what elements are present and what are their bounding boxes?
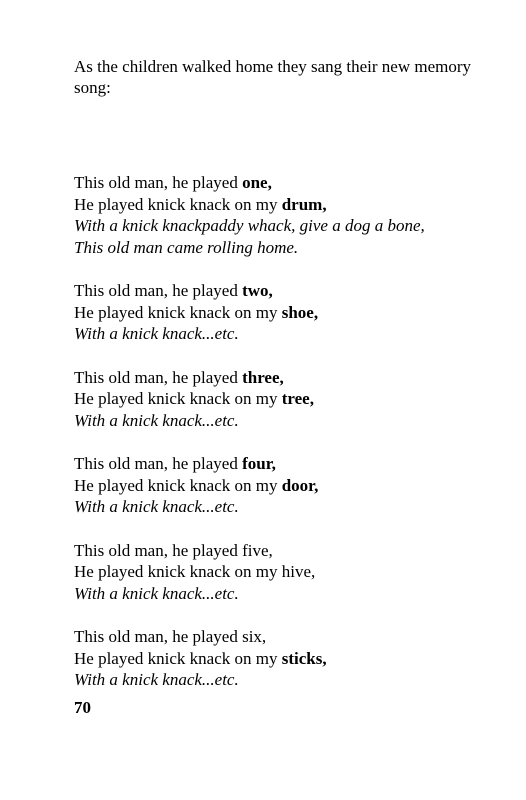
verse-bold-word: drum,: [281, 194, 327, 214]
verse-bold-word: tree,: [281, 389, 314, 408]
verse-refrain: With a knick knack...etc.: [74, 324, 239, 343]
intro-block: [74, 56, 494, 98]
verse-text: This old man, he played five,: [74, 540, 273, 560]
verse-text: This old man, he played: [74, 281, 243, 300]
verse-1: [74, 172, 514, 258]
verse-line: [74, 172, 514, 194]
verse-line: [74, 302, 514, 324]
verse-line: [74, 475, 514, 497]
verse-6: [74, 626, 514, 691]
verse-bold-word: shoe,: [281, 302, 319, 322]
verse-2: [74, 280, 514, 345]
verse-bold-word: two,: [242, 281, 273, 300]
verse-line: [74, 626, 514, 648]
verse-text: He played knick knack on my hive,: [74, 562, 316, 581]
verse-bold-word: sticks,: [281, 648, 327, 668]
verse-refrain: This old man came rolling home.: [74, 237, 299, 257]
song-verses: [74, 172, 514, 713]
verse-text: This old man, he played: [74, 367, 243, 387]
verse-line: [74, 540, 514, 562]
verse-line: [74, 453, 514, 475]
verse-refrain: With a knick knack...etc.: [74, 670, 239, 689]
verse-4: [74, 453, 514, 518]
verse-line: [74, 561, 514, 583]
verse-refrain: With a knick knack...etc.: [74, 497, 239, 516]
verse-3: [74, 367, 514, 432]
verse-line: [74, 388, 514, 410]
verse-text: He played knick knack on my: [74, 648, 282, 668]
verse-line: [74, 194, 514, 216]
verse-refrain: With a knick knack...etc.: [74, 410, 239, 430]
verse-text: He played knick knack on my: [74, 302, 282, 322]
verse-text: He played knick knack on my: [74, 194, 282, 214]
verse-bold-word: door,: [281, 475, 319, 495]
verse-refrain: With a knick knackpaddy whack, give a dog a bone,: [74, 216, 425, 235]
verse-5: [74, 540, 514, 605]
verse-line: [74, 648, 514, 670]
verse-text: This old man, he played six,: [74, 627, 267, 646]
intro-paragraph: As the children walked home they sang their new memory song:: [74, 57, 472, 97]
verse-text: He played knick knack on my: [74, 389, 282, 408]
verse-bold-word: four,: [242, 454, 276, 473]
verse-line: [74, 367, 514, 389]
verse-refrain: With a knick knack...etc.: [74, 583, 239, 603]
verse-text: He played knick knack on my: [74, 475, 282, 495]
verse-line: [74, 280, 514, 302]
verse-bold-word: one,: [242, 173, 272, 192]
page-number: 70: [74, 698, 91, 717]
verse-text: This old man, he played: [74, 454, 243, 473]
verse-bold-word: three,: [242, 367, 284, 387]
verse-text: This old man, he played: [74, 173, 243, 192]
